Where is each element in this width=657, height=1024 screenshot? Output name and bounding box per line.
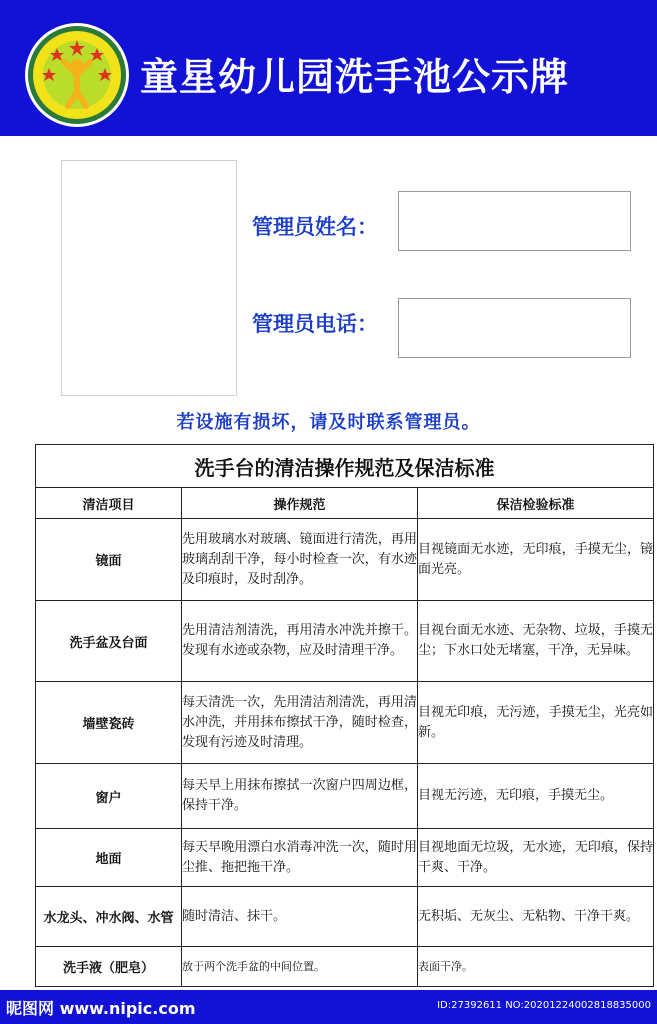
watermark-bar [0, 990, 657, 1024]
watermark-id: ID:27392611 NO:20201224002818835000 [437, 1000, 651, 1011]
standard-cell: 表面干净。 [418, 947, 654, 987]
item-cell: 洗手液（肥皂） [36, 947, 182, 987]
item-cell: 洗手盆及台面 [36, 601, 182, 682]
column-header: 保洁检验标准 [418, 488, 654, 519]
page-title: 童星幼儿园洗手池公示牌 [140, 54, 570, 99]
damage-notice: 若设施有损坏，请及时联系管理员。 [176, 412, 481, 433]
standard-cell: 目视无印痕，无污迹，手摸无尘，光亮如新。 [418, 682, 654, 764]
operation-cell: 放于两个洗手盆的中间位置。 [182, 947, 418, 987]
operation-cell: 先用玻璃水对玻璃、镜面进行清洗，再用玻璃刮刮干净，每小时检查一次，有水迹及印痕时，及时刮净。 [182, 519, 418, 601]
watermark-site: 昵图网 www.nipic.com [6, 999, 196, 1018]
table-title: 洗手台的清洁操作规范及保洁标准 [36, 445, 654, 488]
cleaning-standards-table [35, 444, 654, 987]
operation-cell: 随时清洁、抹干。 [182, 887, 418, 947]
table-row [36, 682, 654, 764]
table-header-row [36, 488, 654, 519]
admin-name-label: 管理员姓名： [252, 214, 378, 239]
star-child-logo-icon [24, 22, 130, 128]
standard-cell: 目视镜面无水迹，无印痕，手摸无尘，镜面光亮。 [418, 519, 654, 601]
table-row [36, 829, 654, 887]
operation-cell: 每天清洗一次，先用清洁剂清洗，再用清水冲洗，并用抹布擦拭干净，随时检查，发现有污迹及时清理。 [182, 682, 418, 764]
table-row [36, 601, 654, 682]
column-header: 操作规范 [182, 488, 418, 519]
operation-cell: 每天早晚用漂白水消毒冲洗一次，随时用尘推、拖把拖干净。 [182, 829, 418, 887]
operation-cell: 先用清洁剂清洗，再用清水冲洗并擦干。发现有水迹或杂物，应及时清理干净。 [182, 601, 418, 682]
item-cell: 墙壁瓷砖 [36, 682, 182, 764]
item-cell: 窗户 [36, 764, 182, 829]
admin-phone-field[interactable] [398, 298, 631, 358]
item-cell: 地面 [36, 829, 182, 887]
header-banner [0, 0, 657, 136]
admin-phone-label: 管理员电话： [252, 311, 378, 336]
standard-cell: 目视无污迹，无印痕，手摸无尘。 [418, 764, 654, 829]
column-header: 清洁项目 [36, 488, 182, 519]
standard-cell: 目视台面无水迹、无杂物、垃圾，手摸无尘；下水口处无堵塞，干净，无异味。 [418, 601, 654, 682]
table-row [36, 764, 654, 829]
standard-cell: 目视地面无垃圾，无水迹，无印痕，保持干爽、干净。 [418, 829, 654, 887]
photo-placeholder [61, 160, 237, 396]
item-cell: 镜面 [36, 519, 182, 601]
table-row [36, 887, 654, 947]
standard-cell: 无积垢、无灰尘、无粘物、干净干爽。 [418, 887, 654, 947]
item-cell: 水龙头、冲水阀、水管 [36, 887, 182, 947]
operation-cell: 每天早上用抹布擦拭一次窗户四周边框，保持干净。 [182, 764, 418, 829]
table-row [36, 947, 654, 987]
admin-name-field[interactable] [398, 191, 631, 251]
table-row [36, 519, 654, 601]
